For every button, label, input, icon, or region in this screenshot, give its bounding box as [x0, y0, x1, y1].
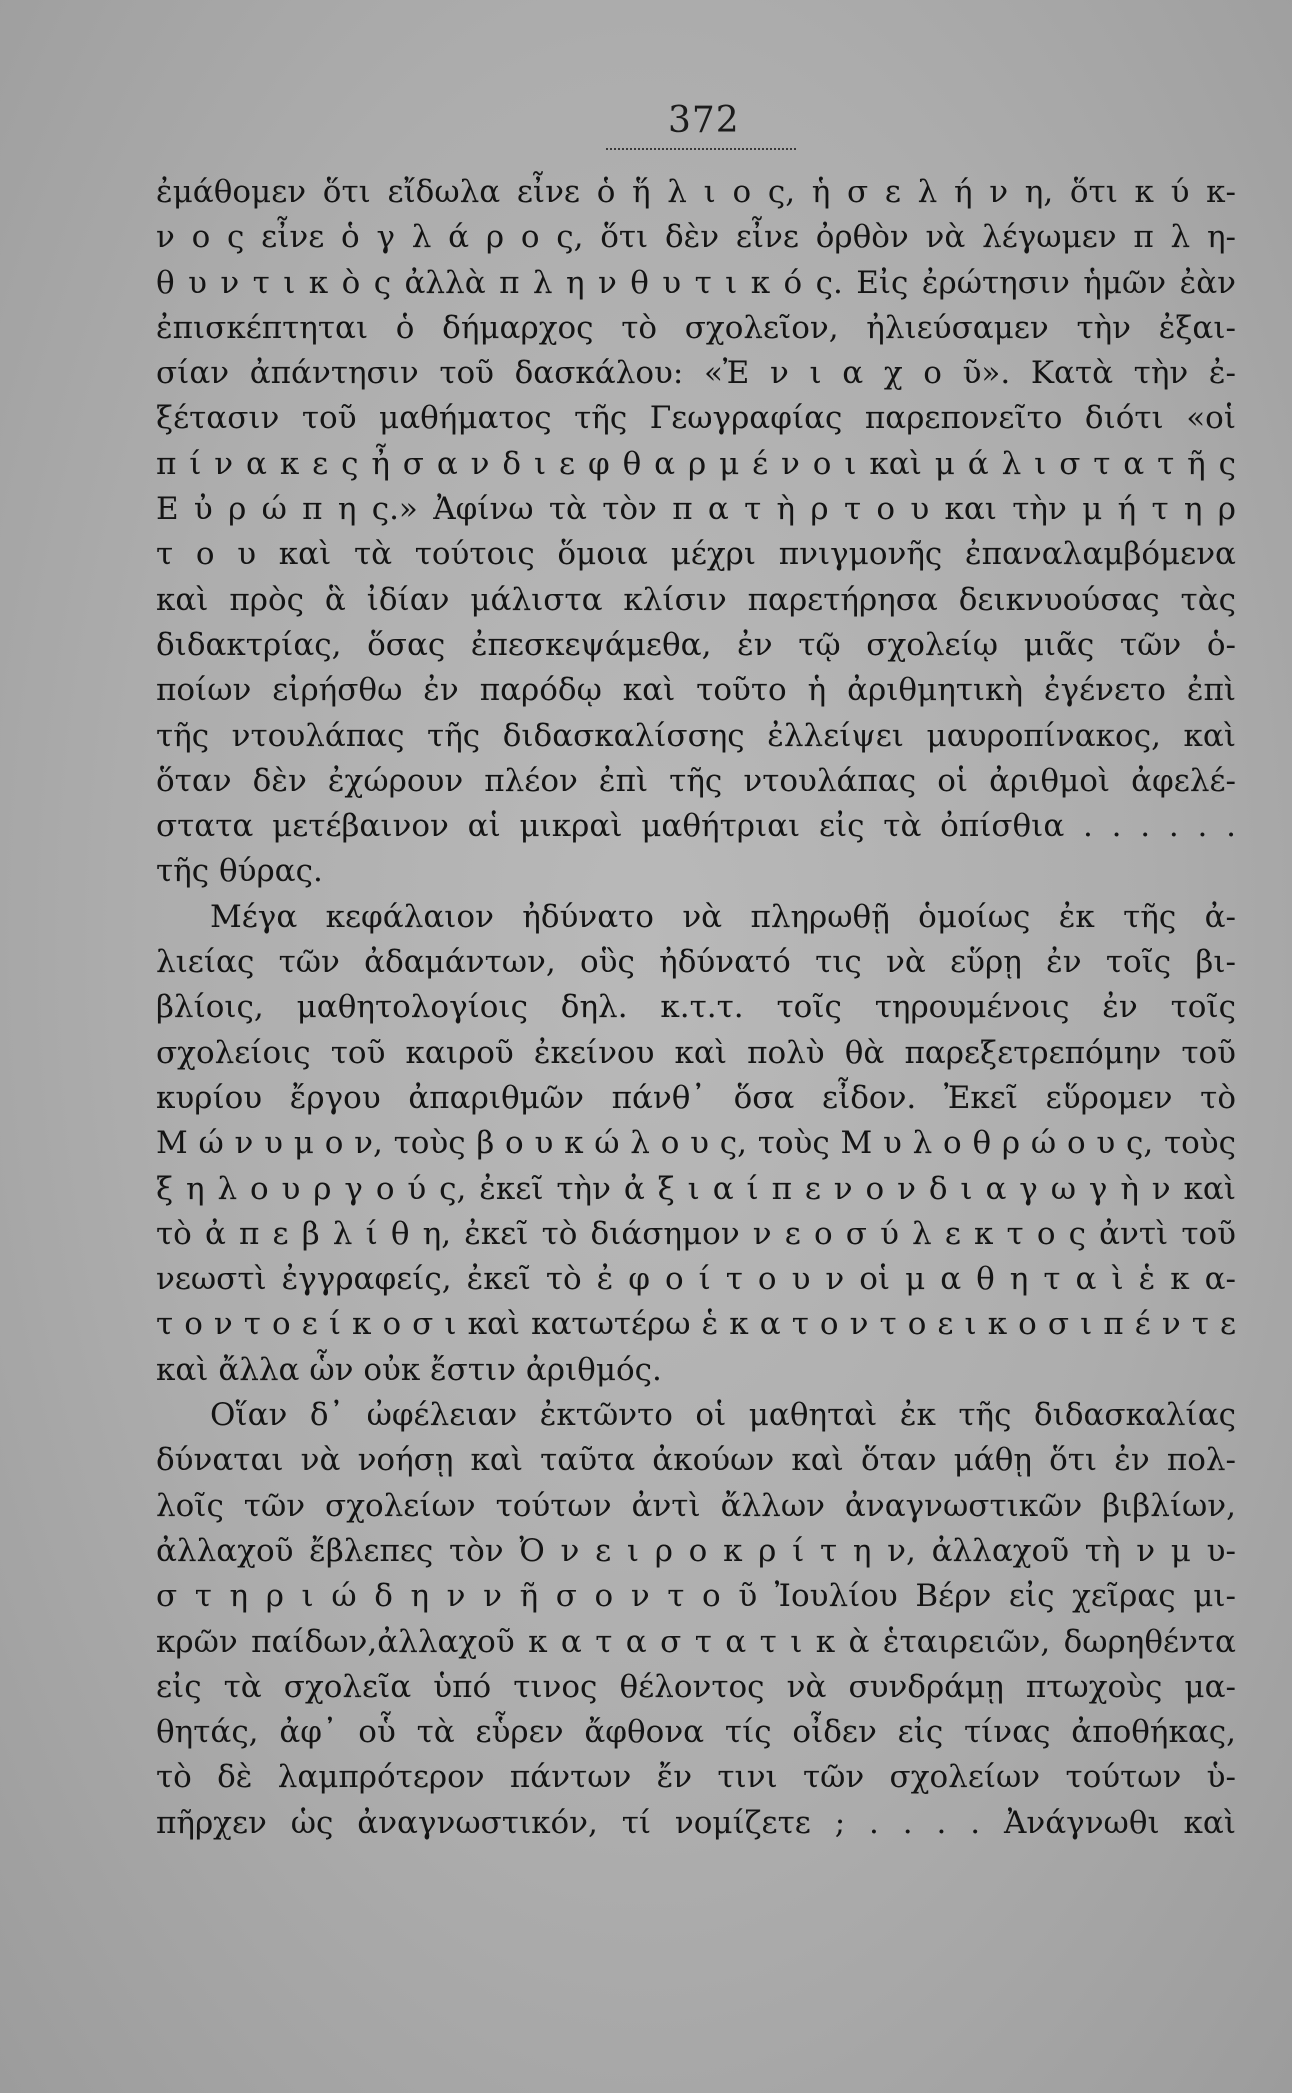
text-line: διδακτρίας, ὅσας ἐπεσκεψάμεθα, ἐν τῷ σχολείῳ μιᾶς τῶν ὁ-	[156, 626, 1236, 663]
text-line: Μ ώ ν υ μ ο ν, τοὺς β ο υ κ ώ λ ο υ ς, τοὺς Μ υ λ ο θ ρ ώ ο υ ς, τοὺς	[156, 1125, 1236, 1162]
text-line: κρῶν παίδων,ἀλλαχοῦ κ α τ α σ τ α τ ι κ ὰ ἑταιρειῶν, δωρηθέντα	[156, 1623, 1236, 1660]
text-line: ἐπισκέπτηται ὁ δήμαρχος τὸ σχολεῖον, ἠλιεύσαμεν τὴν ἐξαι-	[156, 309, 1236, 346]
text-line: σίαν ἀπάντησιν τοῦ δασκάλου: «Ἐ ν ι α χ ο ῦ». Κατὰ τὴν ἐ-	[156, 355, 1236, 392]
text-line: θ υ ν τ ι κ ὸ ς ἀλλὰ π λ η ν θ υ τ ι κ ό ς. Εἰς ἐρώτησιν ἡμῶν ἐὰν	[156, 264, 1236, 301]
text-line: τὸ δὲ λαμπρότερον πάντων ἔν τινι τῶν σχολείων τούτων ὑ-	[156, 1759, 1236, 1796]
text-line: ἐμάθομεν ὅτι εἴδωλα εἶνε ὁ ἥ λ ι ο ς, ἡ σ ε λ ή ν η, ὅτι κ ύ κ-	[156, 174, 1236, 210]
text-line: ξ η λ ο υ ρ γ ο ύ ς, ἐκεῖ τὴν ἀ ξ ι α ί π ε ν ο ν δ ι α γ ω γ ὴ ν καὶ	[156, 1170, 1236, 1207]
text-line: σχολείοις τοῦ καιροῦ ἐκείνου καὶ πολὺ θὰ παρεξετρεπόμην τοῦ	[156, 1034, 1236, 1071]
page-number-underline	[606, 148, 796, 150]
body-text	[156, 170, 1236, 1846]
text-line: στατα μετέβαινον αἱ μικραὶ μαθήτριαι εἰς τὰ ὀπίσθια . . . . . .	[156, 808, 1236, 845]
text-line: θητάς, ἀφ᾽ οὗ τὰ εὗρεν ἄφθονα τίς οἶδεν εἰς τίνας ἀποθήκας,	[156, 1714, 1236, 1751]
text-line: π ί ν α κ ε ς ἦ σ α ν δ ι ε φ θ α ρ μ έ ν ο ι καὶ μ ά λ ι σ τ α τ ῆ ς	[156, 445, 1236, 482]
text-line: τ ο υ καὶ τὰ τούτοις ὅμοια μέχρι πνιγμονῆς ἐπαναλαμβόμενα	[156, 536, 1236, 573]
text-line: Οἵαν δ᾽ ὠφέλειαν ἐκτῶντο οἱ μαθηταὶ ἐκ τῆς διδασκαλίας	[210, 1397, 1236, 1434]
text-line: ἀλλαχοῦ ἔβλεπες τὸν Ὀ ν ε ι ρ ο κ ρ ί τ η ν, ἀλλαχοῦ τὴ ν μ υ-	[156, 1532, 1236, 1569]
text-line: λιείας τῶν ἀδαμάντων, οὓς ἠδύνατό τις νὰ εὕρῃ ἐν τοῖς βι-	[156, 944, 1236, 981]
text-line: ποίων εἰρήσθω ἐν παρόδῳ καὶ τοῦτο ἡ ἀριθμητικὴ ἐγένετο ἐπὶ	[156, 672, 1236, 709]
text-line: καὶ ἄλλα ὧν οὐκ ἔστιν ἀριθμός.	[156, 1351, 662, 1388]
text-line: κυρίου ἔργου ἀπαριθμῶν πάνθ᾽ ὅσα εἶδον. Ἐκεῖ εὕρομεν τὸ	[156, 1079, 1236, 1116]
text-line: λοῖς τῶν σχολείων τούτων ἀντὶ ἄλλων ἀναγνωστικῶν βιβλίων,	[156, 1487, 1236, 1524]
text-line: δύναται νὰ νοήσῃ καὶ ταῦτα ἀκούων καὶ ὅταν μάθῃ ὅτι ἐν πολ-	[156, 1442, 1236, 1479]
text-line: ξέτασιν τοῦ μαθήματος τῆς Γεωγραφίας παρεπονεῖτο διότι «οἱ	[156, 400, 1236, 437]
text-line: τ ο ν τ ο ε ί κ ο σ ι καὶ κατωτέρω ἑ κ α τ ο ν τ ο ε ι κ ο σ ι π έ ν τ ε	[156, 1306, 1236, 1343]
text-line: τῆς ντουλάπας τῆς διδασκαλίσσης ἐλλείψει μαυροπίνακος, καὶ	[156, 717, 1236, 754]
text-line: τὸ ἀ π ε β λ ί θ η, ἐκεῖ τὸ διάσημον ν ε ο σ ύ λ ε κ τ ο ς ἀντὶ τοῦ	[156, 1215, 1236, 1252]
text-line: ὅταν δὲν ἐχώρουν πλέον ἐπὶ τῆς ντουλάπας οἱ ἀριθμοὶ ἀφελέ-	[156, 762, 1236, 799]
page-number: 372	[668, 100, 740, 141]
text-line: νεωστὶ ἐγγραφείς, ἐκεῖ τὸ ἐ φ ο ί τ ο υ ν οἱ μ α θ η τ α ὶ ἑ κ α-	[156, 1261, 1236, 1298]
text-line: πῆρχεν ὡς ἀναγνωστικόν, τί νομίζετε ; . . . . Ἀνάγνωθι καὶ	[156, 1804, 1236, 1841]
text-line: Ε ὐ ρ ώ π η ς.» Ἀφίνω τὰ τὸν π α τ ὴ ρ τ ο υ και τὴν μ ή τ η ρ	[156, 491, 1236, 528]
text-line: Μέγα κεφάλαιον ἠδύνατο νὰ πληρωθῇ ὁμοίως ἐκ τῆς ἀ-	[210, 898, 1236, 935]
text-line: τῆς θύρας.	[156, 853, 323, 890]
text-line: ν ο ς εἶνε ὁ γ λ ά ρ ο ς, ὅτι δὲν εἶνε ὀρθὸν νὰ λέγωμεν π λ η-	[156, 219, 1236, 256]
text-line: βλίοις, μαθητολογίοις δηλ. κ.τ.τ. τοῖς τηρουμένοις ἐν τοῖς	[156, 989, 1236, 1026]
text-line: καὶ πρὸς ἃ ἰδίαν μάλιστα κλίσιν παρετήρησα δεικνυούσας τὰς	[156, 581, 1236, 618]
text-line: εἰς τὰ σχολεῖα ὑπό τινος θέλοντος νὰ συνδράμῃ πτωχοὺς μα-	[156, 1668, 1236, 1705]
text-line: σ τ η ρ ι ώ δ η ν ν ῆ σ ο ν τ ο ῦ Ἰουλίου Βέρν εἰς χεῖρας μι-	[156, 1578, 1236, 1615]
